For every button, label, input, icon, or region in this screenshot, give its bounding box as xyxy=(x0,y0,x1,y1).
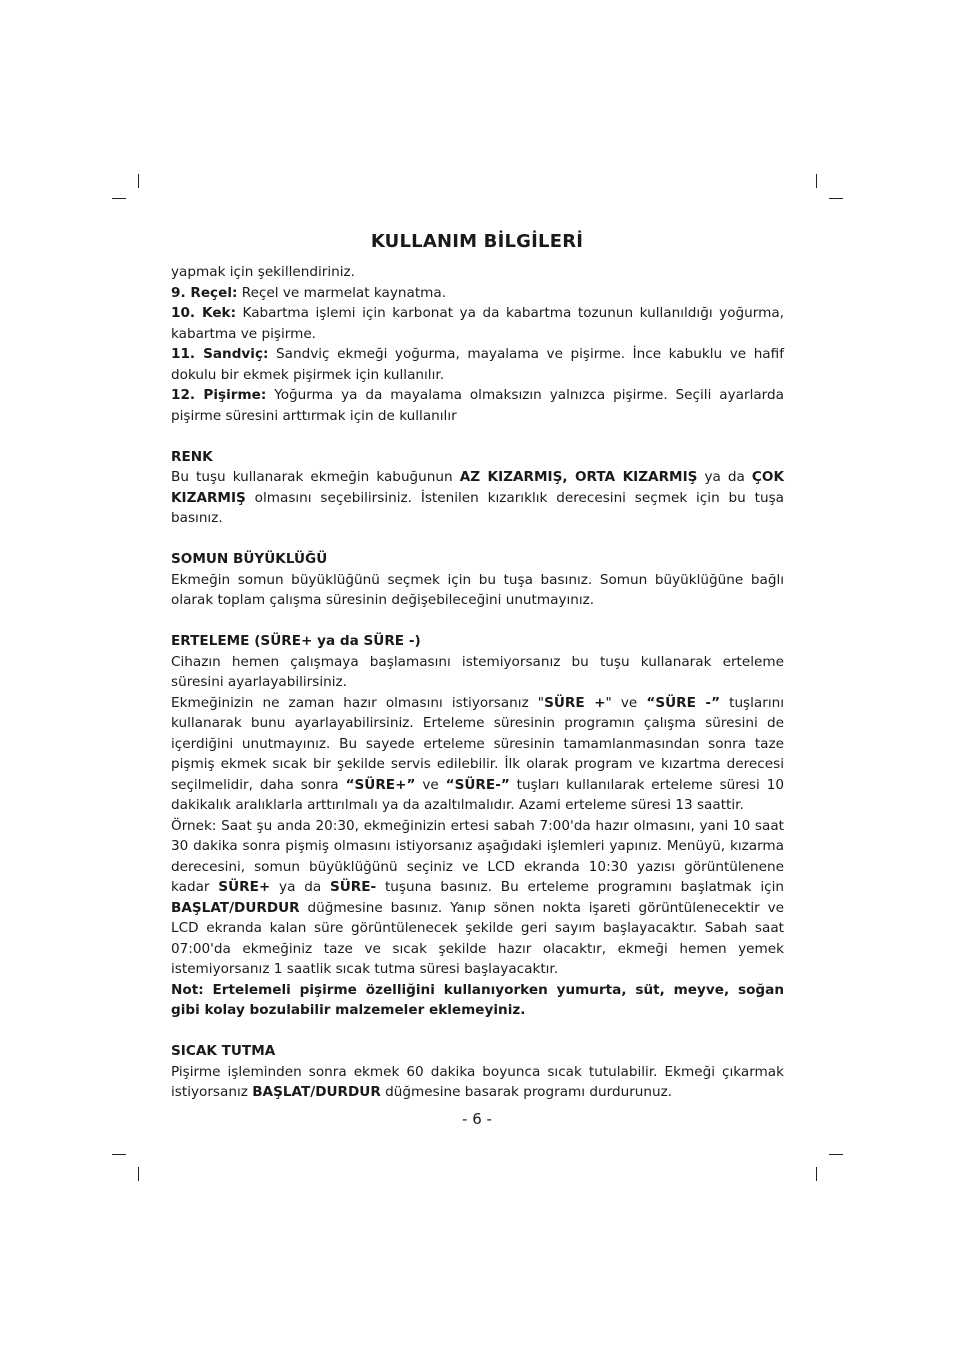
erteleme-p2-text-5: tuşları kullanılarak erteleme süresi 10 dakikalık aralıklarla arttırılmalı ya da azaltılmalıdır. Azami erteleme süresi 13 saattir. xyxy=(171,776,785,813)
erteleme-p3-text-3: tuşuna basınız. Bu erteleme programını başlatmak için xyxy=(376,879,784,895)
erteleme-p2-text-1: Ekmeğinizin ne zaman hazır olmasını istiyorsanız " xyxy=(171,694,545,711)
sicak-heading: SICAK TUTMA xyxy=(171,1043,276,1059)
erteleme-paragraph-1: Cihazın hemen çalışmaya başlamasını istemiyorsanız bu tuşu kullanarak erteleme süresini ayarlayabilirsiniz. xyxy=(171,653,784,690)
mode-kek xyxy=(171,303,784,344)
erteleme-p2-text-2: " ve xyxy=(605,694,647,711)
crop-mark-bottom-right-h xyxy=(829,1154,843,1155)
mode-sandvic xyxy=(171,344,784,385)
crop-mark-bottom-left-h xyxy=(112,1154,126,1155)
sicak-paragraph xyxy=(171,1062,784,1103)
erteleme-p2-bold-2: “SÜRE -” xyxy=(646,694,721,711)
erteleme-p3-bold-3: BAŞLAT/DURDUR xyxy=(171,899,300,916)
erteleme-p2-text-4: ve xyxy=(415,776,446,793)
erteleme-p3-text-4: düğmesine basınız. Yanıp sönen nokta işareti görüntülenecektir ve LCD ekranda kalan süre görüntülenecek şekilde geri sayım başlayacaktır. Sabah saat 07:00'da ekmeğiniz taze ve sıcak şekilde hazır olacaktır, ekmeği hemen yemek istemiyorsanız 1 saatlik sıcak tutma süresi başlayacaktır. xyxy=(171,899,784,977)
erteleme-paragraph-2 xyxy=(171,693,784,816)
somun-paragraph: Ekmeğin somun büyüklüğünü seçmek için bu tuşa basınız. Somun büyüklüğüne bağlı olarak toplam çalışma süresinin değişebileceğini unutmayınız. xyxy=(171,571,784,608)
mode-sandvic-label: 11. Sandviç: xyxy=(171,346,269,362)
renk-heading: RENK xyxy=(171,448,213,465)
mode-pisirme-label: 12. Pişirme: xyxy=(171,387,267,403)
mode-kek-text: Kabartma işlemi için karbonat ya da kabartma tozunun kullanıldığı yoğurma, kabartma ve pişirme. xyxy=(171,305,784,342)
mode-sandvic-text: Sandviç ekmeği yoğurma, mayalama ve pişirme. İnce kabuklu ve hafif dokulu bir ekmek pişirmek için kullanılır. xyxy=(171,346,784,383)
erteleme-note xyxy=(171,980,784,1021)
sicak-bold-1: BAŞLAT/DURDUR xyxy=(252,1084,381,1100)
crop-mark-top-right-v xyxy=(816,174,817,188)
sicak-text-1: Pişirme işleminden sonra ekmek 60 dakika boyunca sıcak tutulabilir. Ekmeği çıkarmak istiyorsanız xyxy=(171,1063,784,1100)
erteleme-p2-bold-3: “SÜRE+” xyxy=(345,776,416,793)
erteleme-p2-bold-4: “SÜRE-” xyxy=(445,776,510,793)
renk-text-1: Bu tuşu kullanarak ekmeğin kabuğunun xyxy=(171,469,460,485)
mode-pisirme-text: Yoğurma ya da mayalama olmaksızın yalnızca pişirme. Seçili ayarlarda pişirme süresini arttırmak için de kullanılır xyxy=(171,387,784,424)
crop-mark-bottom-left-v xyxy=(138,1167,139,1181)
renk-text-2: ya da xyxy=(697,469,752,485)
mode-continuation: yapmak için şekillendiriniz. xyxy=(171,264,355,280)
crop-mark-top-right-h xyxy=(829,198,843,199)
page-title: KULLANIM BİLGİLERİ xyxy=(370,231,584,252)
mode-recel-label: 9. Reçel: xyxy=(171,284,238,301)
mode-pisirme xyxy=(171,385,784,426)
mode-recel xyxy=(171,283,784,304)
mode-recel-text: Reçel ve marmelat kaynatma. xyxy=(237,284,447,301)
renk-paragraph xyxy=(171,467,784,529)
renk-text-3: olmasını seçebilirsiniz. İstenilen kızarıklık derecesini seçmek için bu tuşa basınız. xyxy=(171,489,784,526)
page-number: - 6 - xyxy=(462,1110,492,1128)
renk-bold-2: ÇOK KIZARMIŞ xyxy=(171,469,784,506)
crop-mark-bottom-right-v xyxy=(816,1167,817,1181)
erteleme-p3-text-2: ya da xyxy=(270,879,330,895)
renk-bold-1: AZ KIZARMIŞ, ORTA KIZARMIŞ xyxy=(459,469,698,485)
crop-mark-top-left-h xyxy=(112,198,126,199)
erteleme-paragraph-3 xyxy=(171,816,784,980)
crop-mark-top-left-v xyxy=(138,174,139,188)
sicak-text-2: düğmesine basarak programı durdurunuz. xyxy=(380,1084,673,1100)
erteleme-p2-bold-1: SÜRE + xyxy=(544,694,606,711)
erteleme-note-text: Not: Ertelemeli pişirme özelliğini kullanıyorken yumurta, süt, meyve, soğan gibi kolay bozulabilir malzemeler eklemeyiniz. xyxy=(171,981,784,1018)
erteleme-p3-bold-1: SÜRE+ xyxy=(218,879,271,895)
page-content xyxy=(171,262,784,1103)
mode-kek-label: 10. Kek: xyxy=(171,305,237,321)
erteleme-p3-text-1: Örnek: Saat şu anda 20:30, ekmeğinizin ertesi sabah 7:00'da hazır olmasını, yani 10 saat 30 dakika sonra pişmiş olmasını istiyorsanız aşağıdaki işlemleri yapınız. Menüyü, kızarma derecesini, somun büyüklüğünü seçiniz ve LCD ekranda 10:30 yazısı görüntülenene kadar xyxy=(171,817,784,895)
erteleme-heading: ERTELEME (SÜRE+ ya da SÜRE -) xyxy=(171,633,421,649)
somun-heading: SOMUN BÜYÜKLÜĞÜ xyxy=(171,551,328,567)
erteleme-p3-bold-2: SÜRE- xyxy=(329,879,377,895)
erteleme-p2-text-3: tuşlarını kullanarak bunu ayarlayabilirsiniz. Erteleme süresinin programın çalışma süresini de içerdiğini unutmayınız. Bu sayede erteleme süresinin tamamlanmasından sonra taze pişmiş ekmek sıcak bir şekilde servis edilebilir. İlk olarak program ve kızartma derecesi seçilmelidir, daha sonra xyxy=(171,694,785,793)
